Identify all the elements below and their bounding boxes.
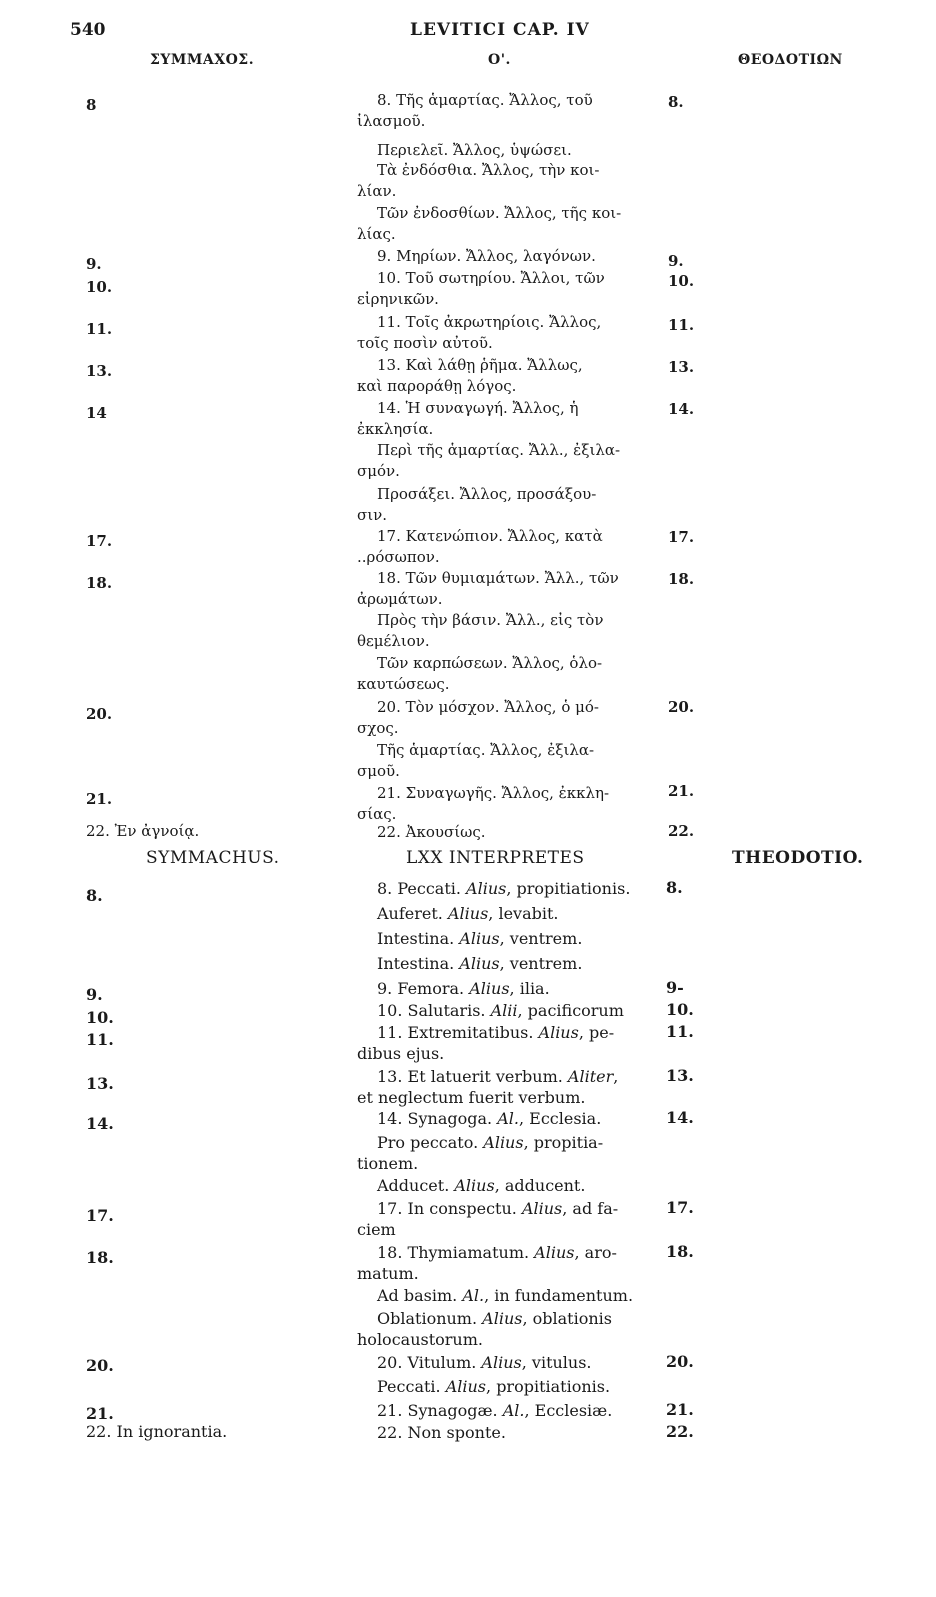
page-number: 540 [70, 20, 106, 40]
greek-entry [357, 90, 637, 132]
greek-entry [357, 740, 637, 782]
latin-heading-symmachus: SYMMACHUS. [146, 848, 280, 868]
greek-entry-line: Πρὸς τὴν βάσιν. Ἄλλ., εἰς τὸν [377, 611, 604, 629]
greek-symmachus-22: 22. Ἐν ἀγνοίᾳ. [86, 822, 200, 840]
greek-entry-line: Περιελεῖ. Ἄλλος, ὑψώσει. [377, 141, 572, 159]
latin-entry-line: 18. Thymiamatum. Alius, aro- [377, 1243, 617, 1262]
greek-entry-line: εἰρηνικῶν. [357, 290, 439, 308]
greek-entry-line: ἱλασμοῦ. [357, 112, 426, 130]
greek-symmachus-verse-number: 20. [86, 705, 113, 723]
greek-theodotion-verse-number: 21. [668, 782, 695, 800]
running-title: LEVITICI CAP. IV [410, 20, 590, 40]
greek-symmachus-verse-number: 8 [86, 96, 97, 114]
greek-theodotion-verse-number: 14. [668, 400, 695, 418]
latin-entry-line: 17. In conspectu. Alius, ad fa- [377, 1199, 619, 1218]
latin-entry-line: holocaustorum. [357, 1330, 483, 1349]
greek-entry-line: 11. Τοῖς ἀκρωτηρίοις. Ἄλλος, [377, 313, 602, 331]
latin-entry [357, 1376, 637, 1397]
latin-entry-line: Auferet. Alius, levabit. [377, 904, 559, 923]
latin-entry [357, 1400, 637, 1421]
greek-entry-line: Τῆς ἁμαρτίας. Ἄλλος, ἐξιλα- [377, 741, 595, 759]
latin-entry-line: 14. Synagoga. Al., Ecclesia. [377, 1109, 602, 1128]
latin-entry [357, 1066, 637, 1108]
latin-entry-line: dibus ejus. [357, 1044, 445, 1063]
greek-entry [357, 484, 637, 526]
latin-entry-line: 11. Extremitatibus. Alius, pe- [377, 1023, 615, 1042]
greek-entry [357, 653, 637, 695]
latin-entry [357, 1352, 637, 1373]
greek-entry-line: Περὶ τῆς ἁμαρτίας. Ἄλλ., ἐξιλα- [377, 441, 621, 459]
latin-entry [357, 978, 637, 999]
greek-entry-line: 20. Τὸν μόσχον. Ἄλλος, ὁ μό- [377, 698, 599, 716]
greek-entry-line: ἐκκλησία. [357, 420, 434, 438]
latin-entry [357, 953, 637, 974]
latin-entry [357, 878, 637, 899]
greek-theodotion-verse-number: 18. [668, 570, 695, 588]
latin-entry-line: Oblationum. Alius, oblationis [377, 1309, 612, 1328]
greek-heading-symmachus: ΣΥΜΜΑΧΟΣ. [150, 52, 255, 68]
latin-theodotion-verse-number: 11. [666, 1022, 694, 1041]
greek-entry-line: σιν. [357, 506, 388, 524]
greek-symmachus-verse-number: 13. [86, 362, 113, 380]
greek-entry [357, 246, 637, 267]
greek-entry-line: 17. Κατενώπιον. Ἄλλος, κατὰ [377, 527, 603, 545]
latin-entry [357, 1308, 637, 1350]
latin-symmachus-verse-number: 20. [86, 1356, 114, 1375]
greek-entry [357, 268, 637, 310]
greek-heading-theodotion: ΘΕΟΔΟΤΙΩΝ [738, 52, 843, 68]
latin-heading-lxx: LXX INTERPRETES [406, 848, 585, 868]
greek-theodotion-verse-number: 8. [668, 93, 684, 111]
latin-symmachus-verse-number: 8. [86, 886, 103, 905]
greek-entry [357, 398, 637, 440]
latin-theodotion-verse-number: 18. [666, 1242, 694, 1261]
greek-symmachus-verse-number: 21. [86, 790, 113, 808]
greek-entry [357, 312, 637, 354]
greek-symmachus-verse-number: 14 [86, 404, 107, 422]
greek-entry-line: ..ρόσωπον. [357, 548, 440, 566]
latin-entry [357, 928, 637, 949]
latin-entry-line: 9. Femora. Alius, ilia. [377, 979, 550, 998]
greek-entry [357, 568, 637, 610]
greek-entry-line: σμόν. [357, 462, 400, 480]
latin-entry [357, 1198, 637, 1240]
latin-theodotion-verse-number: 22. [666, 1422, 694, 1441]
greek-entry-line: 18. Τῶν θυμιαμάτων. Ἄλλ., τῶν [377, 569, 619, 587]
greek-theodotion-verse-number: 9. [668, 252, 684, 270]
greek-entry-line: σίας. [357, 805, 397, 823]
latin-entry-line: tionem. [357, 1154, 419, 1173]
latin-symmachus-verse-number: 17. [86, 1206, 114, 1225]
latin-theodotion-verse-number: 13. [666, 1066, 694, 1085]
latin-entry-line: 13. Et latuerit verbum. Aliter, [377, 1067, 619, 1086]
latin-entry [357, 1285, 637, 1306]
greek-entry-line: ἀρωμάτων. [357, 590, 443, 608]
greek-symmachus-verse-number: 18. [86, 574, 113, 592]
greek-entry [357, 440, 637, 482]
latin-symmachus-verse-number: 11. [86, 1030, 114, 1049]
greek-entry-line: 13. Καὶ λάθῃ ῥῆμα. Ἄλλως, [377, 356, 583, 374]
latin-entry-line: ciem [357, 1220, 396, 1239]
greek-theodotion-verse-number: 22. [668, 822, 695, 840]
latin-theodotion-verse-number: 9- [666, 978, 684, 997]
greek-entry-line: λίας. [357, 225, 396, 243]
latin-entry-line: 21. Synagogæ. Al., Ecclesiæ. [377, 1401, 613, 1420]
greek-entry [357, 783, 637, 825]
latin-entry-line: Adducet. Alius, adducent. [377, 1176, 586, 1195]
greek-entry-line: καυτώσεως. [357, 675, 450, 693]
latin-entry [357, 1422, 637, 1443]
greek-entry-line: 14. Ἡ συναγωγή. Ἄλλος, ἡ [377, 399, 579, 417]
greek-symmachus-verse-number: 11. [86, 320, 113, 338]
greek-entry-line: σμοῦ. [357, 762, 400, 780]
latin-entry-line: Peccati. Alius, propitiationis. [377, 1377, 611, 1396]
latin-symmachus-verse-number: 14. [86, 1114, 114, 1133]
greek-theodotion-verse-number: 17. [668, 528, 695, 546]
greek-entry-line: τοῖς ποσὶν αὐτοῦ. [357, 334, 493, 352]
latin-theodotion-verse-number: 21. [666, 1400, 694, 1419]
greek-entry [357, 697, 637, 739]
greek-entry-line: λίαν. [357, 182, 397, 200]
greek-entry [357, 610, 637, 652]
greek-theodotion-verse-number: 20. [668, 698, 695, 716]
greek-entry [357, 203, 637, 245]
latin-theodotion-verse-number: 17. [666, 1198, 694, 1217]
greek-entry-line: 22. Ἀκουσίως. [377, 823, 486, 841]
greek-symmachus-verse-number: 9. [86, 255, 102, 273]
greek-entry-line: Προσάξει. Ἄλλος, προσάξου- [377, 485, 597, 503]
latin-symmachus-verse-number: 13. [86, 1074, 114, 1093]
latin-entry [357, 903, 637, 924]
latin-entry-line: 22. Non sponte. [377, 1423, 506, 1442]
greek-symmachus-verse-number: 10. [86, 278, 113, 296]
latin-entry-line: Pro peccato. Alius, propitia- [377, 1133, 604, 1152]
latin-theodotion-verse-number: 20. [666, 1352, 694, 1371]
latin-entry-line: 8. Peccati. Alius, propitiationis. [377, 879, 631, 898]
greek-entry [357, 355, 637, 397]
latin-entry [357, 1242, 637, 1284]
greek-entry-line: 9. Μηρίων. Ἄλλος, λαγόνων. [377, 247, 596, 265]
latin-entry [357, 1175, 637, 1196]
latin-entry [357, 1000, 637, 1021]
latin-entry-line: et neglectum fuerit verbum. [357, 1088, 586, 1107]
greek-entry-line: σχος. [357, 719, 399, 737]
greek-entry [357, 822, 637, 843]
greek-theodotion-verse-number: 10. [668, 272, 695, 290]
latin-symmachus-verse-number: 21. [86, 1404, 114, 1423]
latin-symmachus-22: 22. In ignorantia. [86, 1422, 228, 1441]
greek-entry-line: θεμέλιον. [357, 632, 430, 650]
latin-symmachus-verse-number: 18. [86, 1248, 114, 1267]
latin-entry-line: 20. Vitulum. Alius, vitulus. [377, 1353, 592, 1372]
greek-entry [357, 140, 637, 161]
greek-heading-lxx: Ο'. [488, 52, 511, 68]
greek-entry-line: Τὰ ἐνδόσθια. Ἄλλος, τὴν κοι- [377, 161, 600, 179]
latin-entry-line: Ad basim. Al., in fundamentum. [377, 1286, 634, 1305]
greek-entry-line: Τῶν ἐνδοσθίων. Ἄλλος, τῆς κοι- [377, 204, 622, 222]
latin-entry-line: Intestina. Alius, ventrem. [377, 929, 583, 948]
latin-theodotion-verse-number: 8. [666, 878, 683, 897]
greek-symmachus-verse-number: 17. [86, 532, 113, 550]
latin-entry-line: Intestina. Alius, ventrem. [377, 954, 583, 973]
greek-entry-line: Τῶν καρπώσεων. Ἄλλος, ὁλο- [377, 654, 603, 672]
latin-entry-line: matum. [357, 1264, 419, 1283]
greek-entry-line: 10. Τοῦ σωτηρίου. Ἄλλοι, τῶν [377, 269, 605, 287]
greek-entry-line: 8. Τῆς ἁμαρτίας. Ἄλλος, τοῦ [377, 91, 593, 109]
greek-theodotion-verse-number: 13. [668, 358, 695, 376]
greek-entry [357, 526, 637, 568]
latin-theodotion-verse-number: 10. [666, 1000, 694, 1019]
greek-entry-line: 21. Συναγωγῆς. Ἄλλος, ἐκκλη- [377, 784, 610, 802]
latin-symmachus-verse-number: 10. [86, 1008, 114, 1027]
latin-heading-theodotio: THEODOTIO. [732, 848, 864, 868]
latin-theodotion-verse-number: 14. [666, 1108, 694, 1127]
latin-entry [357, 1022, 637, 1064]
greek-entry-line: καὶ παροράθῃ λόγος. [357, 377, 517, 395]
latin-entry-line: 10. Salutaris. Alii, pacificorum [377, 1001, 624, 1020]
latin-symmachus-verse-number: 9. [86, 985, 103, 1004]
greek-theodotion-verse-number: 11. [668, 316, 695, 334]
latin-entry [357, 1132, 637, 1174]
greek-entry [357, 160, 637, 202]
latin-entry [357, 1108, 637, 1129]
